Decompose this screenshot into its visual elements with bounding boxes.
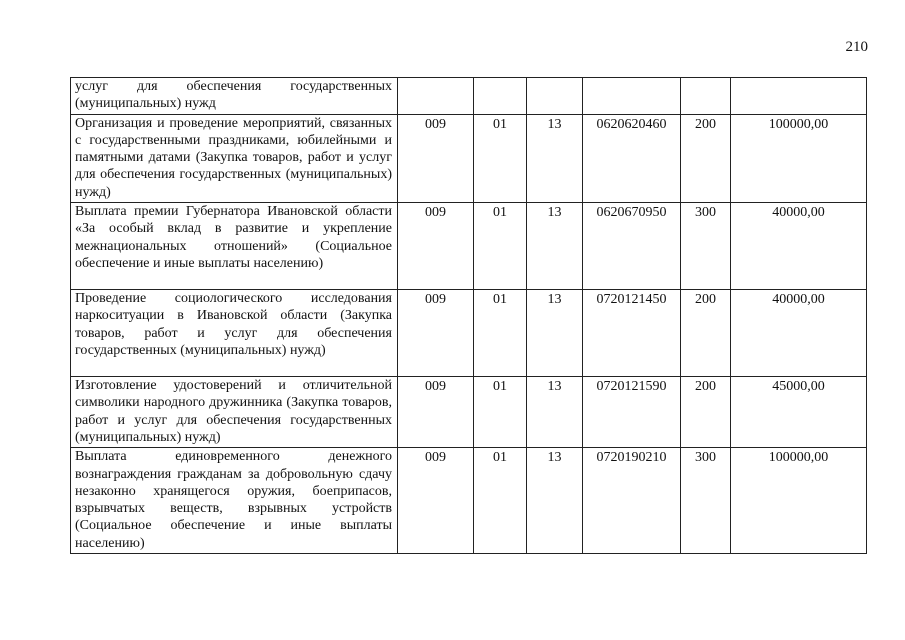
subsection-cell: 13 xyxy=(527,290,583,377)
expense-name-cell: Проведение социологического исследования наркоситуации в Ивановской области (Закупка товаров, работ и услуг для обеспечения государственных (муниципальных) нужд) xyxy=(71,290,398,377)
expense-name-cell: услуг для обеспечения государственных (муниципальных) нужд xyxy=(71,78,398,115)
section-cell: 01 xyxy=(474,377,527,448)
table-row xyxy=(71,114,867,202)
subsection-cell xyxy=(527,78,583,115)
section-cell: 01 xyxy=(474,114,527,202)
expense-type-cell: 300 xyxy=(681,203,731,290)
admin-code-cell: 009 xyxy=(398,377,474,448)
target-article-cell: 0720190210 xyxy=(583,448,681,554)
expense-type-cell: 200 xyxy=(681,114,731,202)
expense-name-cell: Выплата единовременного денежного вознаграждения гражданам за добровольную сдачу незаконно хранящегося оружия, боеприпасов, взрывчатых веществ, взрывных устройств (Социальное обеспечение и иные выплаты населению) xyxy=(71,448,398,554)
subsection-cell: 13 xyxy=(527,114,583,202)
target-article-cell: 0720121450 xyxy=(583,290,681,377)
target-article-cell: 0620620460 xyxy=(583,114,681,202)
table-row xyxy=(71,377,867,448)
table-row xyxy=(71,203,867,290)
page-number: 210 xyxy=(845,39,868,55)
admin-code-cell: 009 xyxy=(398,290,474,377)
admin-code-cell: 009 xyxy=(398,448,474,554)
expense-name-cell: Выплата премии Губернатора Ивановской области «За особый вклад в развитие и укрепление межнациональных отношений» (Социальное обеспечение и иные выплаты населению) xyxy=(71,203,398,290)
amount-cell: 100000,00 xyxy=(731,114,867,202)
expense-name-cell: Организация и проведение мероприятий, связанных с государственными праздниками, юбилейными и памятными датами (Закупка товаров, работ и услуг для обеспечения государственных (муниципальных) нужд) xyxy=(71,114,398,202)
admin-code-cell xyxy=(398,78,474,115)
amount-cell: 40000,00 xyxy=(731,290,867,377)
section-cell xyxy=(474,78,527,115)
expense-type-cell: 200 xyxy=(681,377,731,448)
section-cell: 01 xyxy=(474,448,527,554)
admin-code-cell: 009 xyxy=(398,203,474,290)
table-row xyxy=(71,448,867,554)
budget-table xyxy=(70,77,867,554)
target-article-cell xyxy=(583,78,681,115)
amount-cell xyxy=(731,78,867,115)
expense-type-cell: 300 xyxy=(681,448,731,554)
table-row xyxy=(71,290,867,377)
expense-type-cell: 200 xyxy=(681,290,731,377)
subsection-cell: 13 xyxy=(527,377,583,448)
admin-code-cell: 009 xyxy=(398,114,474,202)
table-row xyxy=(71,78,867,115)
subsection-cell: 13 xyxy=(527,448,583,554)
section-cell: 01 xyxy=(474,290,527,377)
amount-cell: 100000,00 xyxy=(731,448,867,554)
expense-type-cell xyxy=(681,78,731,115)
subsection-cell: 13 xyxy=(527,203,583,290)
amount-cell: 45000,00 xyxy=(731,377,867,448)
target-article-cell: 0620670950 xyxy=(583,203,681,290)
expense-name-cell: Изготовление удостоверений и отличительной символики народного дружинника (Закупка товаров, работ и услуг для обеспечения государственных (муниципальных) нужд) xyxy=(71,377,398,448)
target-article-cell: 0720121590 xyxy=(583,377,681,448)
section-cell: 01 xyxy=(474,203,527,290)
amount-cell: 40000,00 xyxy=(731,203,867,290)
